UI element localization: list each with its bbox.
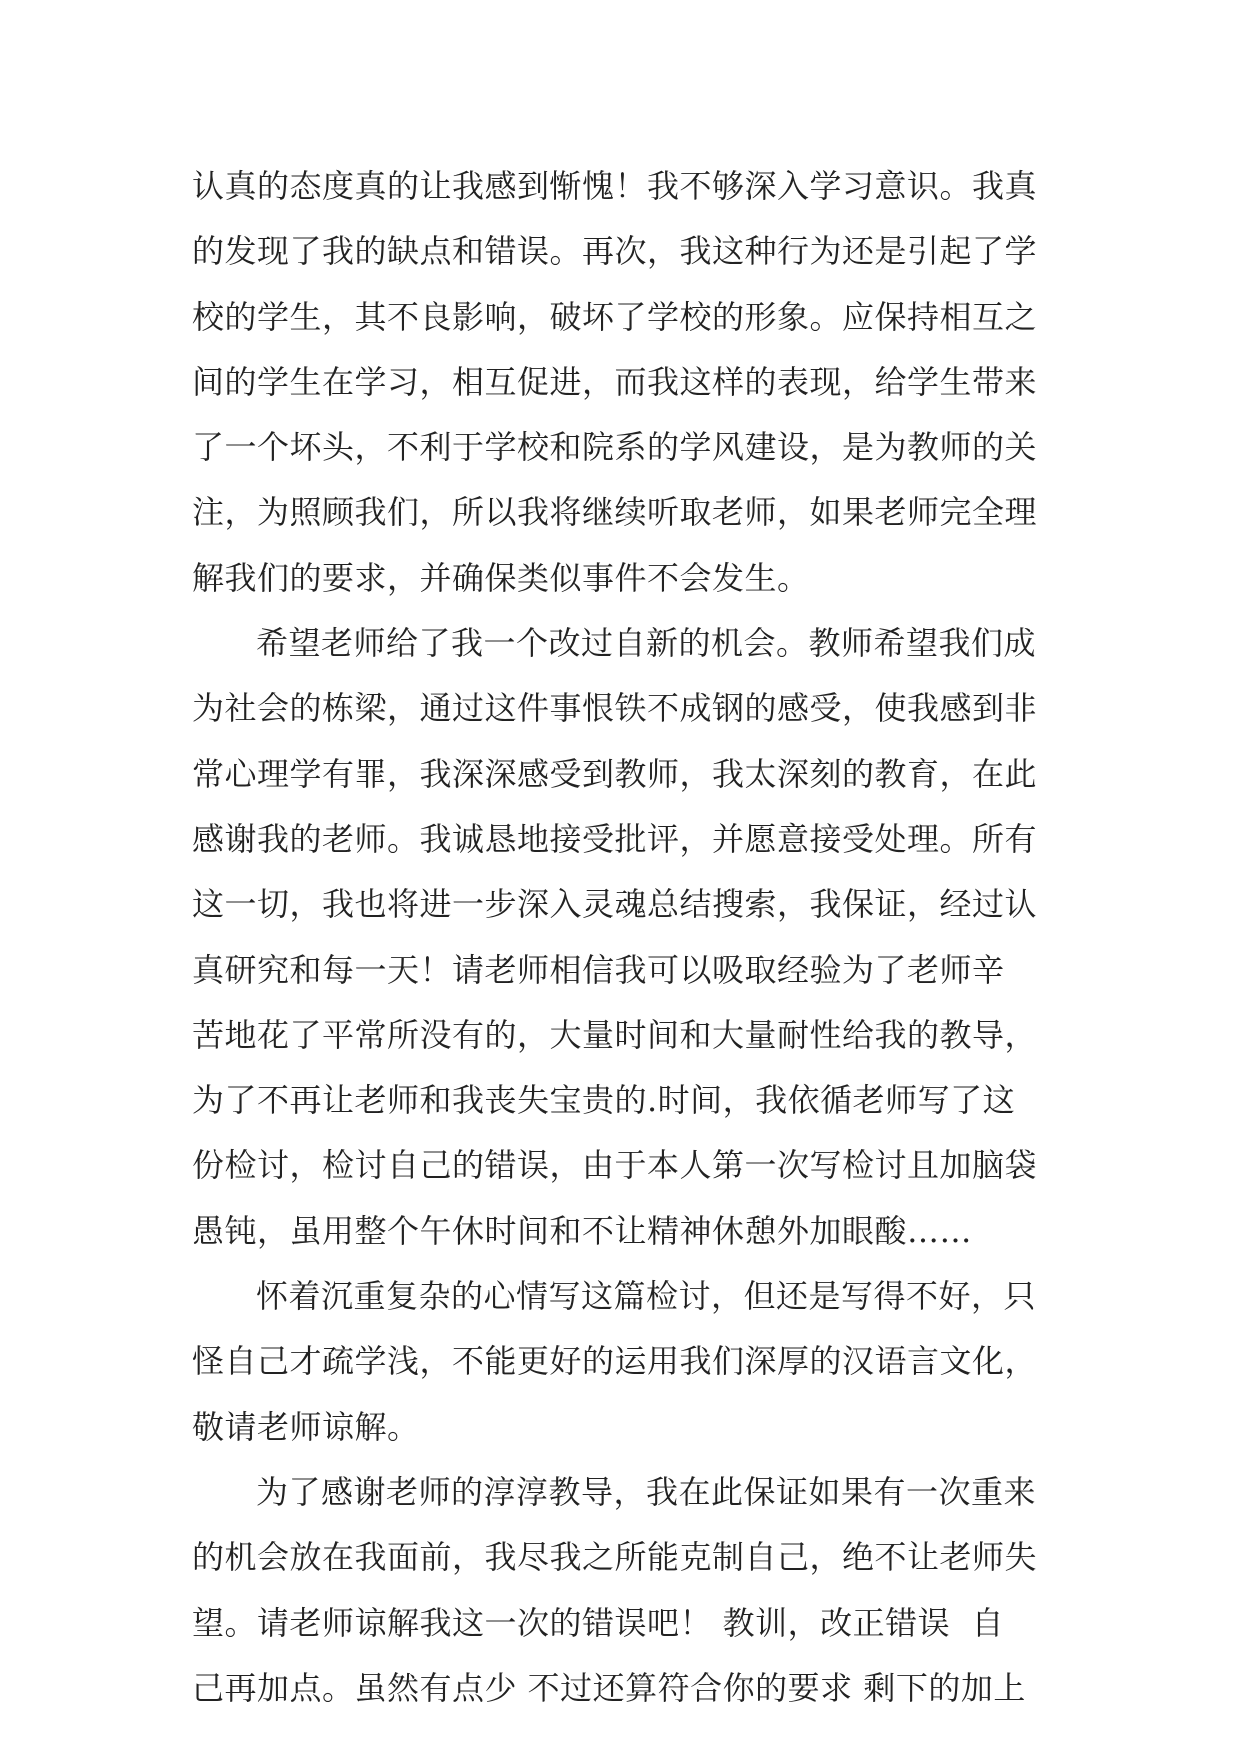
text-line: 怀着沉重复杂的心情写这篇检讨，但还是写得不好，只 xyxy=(256,1277,1037,1316)
text-line: 为了感谢老师的淳淳教导，我在此保证如果有一次重来 xyxy=(256,1472,1037,1511)
text-line: 己再加点。虽然有点少 不过还算符合你的要求 剩下的加上 xyxy=(192,1668,1026,1707)
text-line: 敬请老师谅解。 xyxy=(192,1407,420,1446)
text-line: 间的学生在学习，相互促进，而我这样的表现，给学生带来 xyxy=(192,362,1038,401)
text-line: 的发现了我的缺点和错误。再次，我这种行为还是引起了学 xyxy=(192,232,1038,271)
text-line: 这一切，我也将进一步深入灵魂总结搜索，我保证，经过认 xyxy=(192,885,1038,924)
text-line: 真研究和每一天！请老师相信我可以吸取经验为了老师辛 xyxy=(192,950,1005,989)
text-line: 为社会的栋梁，通过这件事恨铁不成钢的感受，使我感到非 xyxy=(192,689,1038,728)
text-line: 了一个坏头，不利于学校和院系的学风建设，是为教师的关 xyxy=(192,428,1038,467)
text-line: 愚钝，虽用整个午休时间和不让精神休憩外加眼酸…… xyxy=(192,1211,973,1250)
text-line: 望。请老师谅解我这一次的错误吧！ 教训，改正错误 自 xyxy=(192,1603,1005,1642)
text-line: 感谢我的老师。我诚恳地接受批评，并愿意接受处理。所有 xyxy=(192,819,1038,858)
text-line: 校的学生，其不良影响，破坏了学校的形象。应保持相互之 xyxy=(192,297,1038,336)
text-line: 注，为照顾我们，所以我将继续听取老师，如果老师完全理 xyxy=(192,493,1038,532)
text-line: 的机会放在我面前，我尽我之所能克制自己，绝不让老师失 xyxy=(192,1538,1038,1577)
text-line: 希望老师给了我一个改过自新的机会。教师希望我们成 xyxy=(256,624,1037,663)
text-line: 解我们的要求，并确保类似事件不会发生。 xyxy=(192,558,810,597)
text-line: 份检讨，检讨自己的错误，由于本人第一次写检讨且加脑袋 xyxy=(192,1146,1038,1185)
document-body xyxy=(192,154,1052,1721)
text-line: 怪自己才疏学浅，不能更好的运用我们深厚的汉语言文化， xyxy=(192,1342,1038,1381)
text-line: 苦地花了平常所没有的，大量时间和大量耐性给我的教导， xyxy=(192,1015,1038,1054)
text-line: 常心理学有罪，我深深感受到教师，我太深刻的教育，在此 xyxy=(192,754,1038,793)
text-line: 认真的态度真的让我感到惭愧！我不够深入学习意识。我真 xyxy=(192,167,1038,205)
text-line: 为了不再让老师和我丧失宝贵的.时间，我依循老师写了这 xyxy=(192,1081,1016,1120)
